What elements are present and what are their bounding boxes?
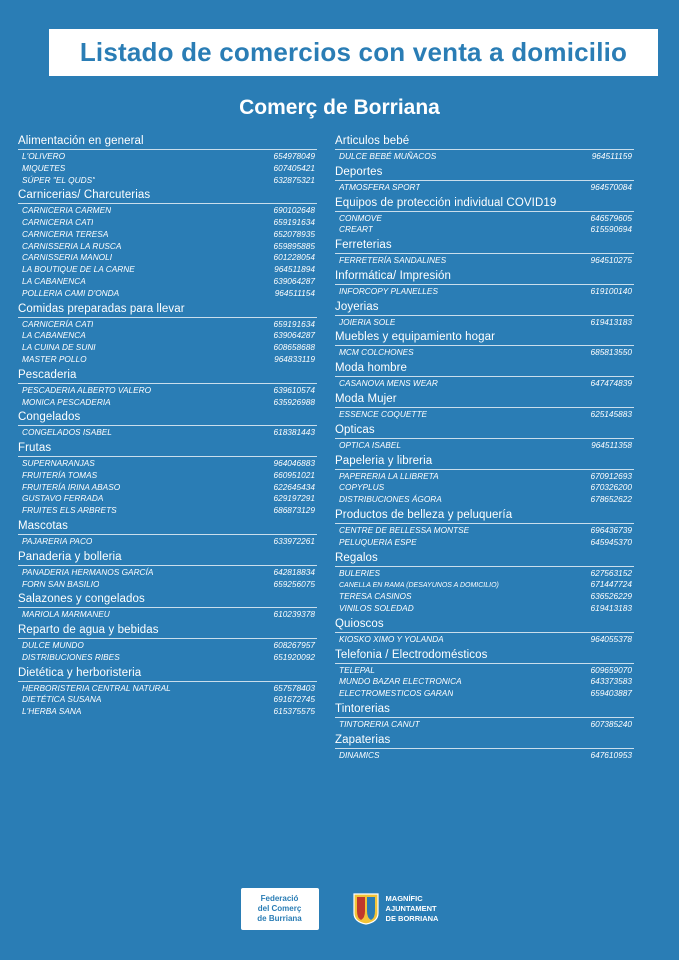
business-name: FRUITES ELS ARBRETS	[22, 505, 117, 516]
business-name: CARNISSERIA MANOLI	[22, 252, 113, 263]
business-entry	[335, 676, 634, 688]
federacio-line-1: Federació	[260, 894, 299, 903]
business-entry	[18, 458, 317, 470]
category-heading: Ferreterias	[335, 236, 634, 254]
category-heading: Tintorerias	[335, 700, 634, 718]
business-phone[interactable]: 642818834	[273, 566, 315, 577]
business-name: DULCE MUNDO	[22, 640, 84, 651]
category-heading: Carnicerias/ Charcuterias	[18, 186, 317, 204]
business-phone[interactable]: 670326200	[590, 482, 632, 493]
business-entry	[335, 440, 634, 452]
business-name: PESCADERIA ALBERTO VALERO	[22, 384, 152, 395]
business-phone[interactable]: 636526229	[590, 591, 632, 602]
business-phone[interactable]: 629197291	[273, 493, 315, 504]
category-heading: Alimentación en general	[18, 132, 317, 150]
business-name: ELECTROMESTICOS GARAN	[339, 688, 454, 699]
poster-inner	[18, 14, 661, 946]
ajuntament-text	[386, 894, 439, 924]
category-heading: Opticas	[335, 421, 634, 439]
business-phone[interactable]: 659191634	[273, 217, 315, 228]
federacio-line-2: del Comerç	[257, 904, 302, 913]
business-entry	[335, 213, 634, 225]
page-title: Listado de comercios con venta a domicilio	[79, 37, 628, 67]
business-name: CONGELADOS ISABEL	[22, 427, 112, 438]
business-phone[interactable]: 639064287	[273, 330, 315, 341]
business-entry	[335, 568, 634, 580]
business-name: MCM COLCHONES	[339, 347, 414, 358]
business-name: JOIERIA SOLE	[339, 316, 396, 327]
business-name: CASANOVA MENS WEAR	[339, 378, 438, 389]
business-entry	[335, 665, 634, 677]
business-phone[interactable]: 964510275	[590, 255, 632, 266]
category-heading: Informática/ Impresión	[335, 267, 634, 285]
business-phone[interactable]: 659191634	[273, 318, 315, 329]
business-phone[interactable]: 609659070	[590, 664, 632, 675]
business-entry	[18, 470, 317, 482]
business-name: DISTRIBUCIONES ÁGORA	[339, 494, 442, 505]
business-phone[interactable]: 654978049	[273, 151, 315, 161]
business-phone[interactable]: 646579605	[590, 212, 632, 223]
business-entry	[18, 652, 317, 664]
business-phone[interactable]: 651920092	[273, 651, 315, 662]
business-name: L'OLIVERO	[22, 151, 66, 161]
business-name: PANADERIA HERMANOS GARCÍA	[22, 566, 154, 577]
column-left	[18, 132, 317, 761]
business-phone[interactable]: 647474839	[590, 378, 632, 389]
business-entry	[18, 493, 317, 505]
business-entry	[18, 175, 317, 187]
business-phone[interactable]: 619413183	[590, 603, 632, 613]
business-name: KIOSKO XIMO Y YOLANDA	[339, 633, 444, 644]
business-name: FERRETERÍA SANDALINES	[339, 255, 447, 266]
business-entry	[18, 264, 317, 276]
category-heading: Muebles y equipamiento hogar	[335, 328, 634, 346]
business-entry	[18, 330, 317, 342]
business-name: PELUQUERIA ESPE	[339, 536, 417, 547]
business-entry	[18, 536, 317, 548]
ajuntament-line-3: DE BORRIANA	[385, 914, 439, 924]
business-entry	[18, 482, 317, 494]
business-name: ESSENCE COQUETTE	[339, 409, 428, 420]
business-phone[interactable]: 647610953	[590, 749, 632, 760]
category-heading: Comidas preparadas para llevar	[18, 300, 317, 318]
category-heading: Salazones y congelados	[18, 590, 317, 608]
business-entry	[335, 525, 634, 537]
business-entry	[335, 182, 634, 194]
business-entry	[18, 354, 317, 366]
business-entry	[18, 505, 317, 517]
business-entry	[335, 482, 634, 494]
business-phone[interactable]: 659895885	[273, 240, 315, 251]
category-heading: Quioscos	[335, 615, 634, 633]
business-name: FORN SAN BASILIO	[22, 578, 100, 589]
business-phone[interactable]: 625145883	[590, 409, 632, 420]
title-bar	[49, 29, 658, 76]
business-name: MIQUETES	[22, 162, 66, 173]
business-name: OPTICA ISABEL	[339, 439, 401, 450]
business-phone[interactable]: 652078935	[273, 228, 315, 239]
business-phone[interactable]: 964511154	[274, 287, 315, 298]
business-name: CARNISSERIA LA RUSCA	[22, 240, 122, 251]
business-phone[interactable]: 639064287	[273, 276, 315, 287]
business-name: TINTORERIA CANUT	[339, 718, 420, 729]
business-phone[interactable]: 643373583	[590, 676, 632, 687]
business-phone[interactable]: 964046883	[273, 458, 315, 469]
business-entry	[18, 288, 317, 300]
category-heading: Moda Mujer	[335, 390, 634, 408]
business-entry	[335, 378, 634, 390]
business-name: L'HERBA SANA	[22, 706, 82, 717]
listing-columns	[18, 132, 661, 761]
business-phone[interactable]: 659403887	[590, 688, 632, 699]
business-entry	[335, 579, 634, 591]
category-heading: Mascotas	[18, 517, 317, 535]
category-heading: Zapaterias	[335, 731, 634, 749]
business-name: PAPERERIA LA LLIBRETA	[339, 470, 439, 481]
category-heading: Reparto de agua y bebidas	[18, 621, 317, 639]
business-name: CARNICERÍA CATI	[22, 318, 94, 329]
business-phone[interactable]: 670912693	[590, 470, 632, 481]
business-entry	[335, 634, 634, 646]
federacio-line-3: de Burriana	[257, 914, 302, 923]
business-entry	[335, 224, 634, 236]
business-name: CARNICERIA CARMEN	[22, 205, 112, 216]
business-phone[interactable]: 635926988	[273, 396, 315, 407]
business-entry	[18, 567, 317, 579]
business-entry	[18, 151, 317, 163]
category-heading: Frutas	[18, 439, 317, 457]
business-phone[interactable]: 690102648	[273, 205, 315, 216]
business-name: CANELLA EN RAMA (DESAYUNOS A DOMICILIO)	[339, 582, 499, 590]
business-name: FRUITERÍA TOMAS	[22, 469, 98, 480]
business-entry	[18, 252, 317, 264]
business-name: CONMOVE	[339, 212, 382, 223]
business-name: TELEPAL	[339, 664, 375, 675]
category-heading: Pescaderia	[18, 366, 317, 384]
business-name: MASTER POLLO	[22, 353, 87, 364]
business-phone[interactable]: 691672745	[273, 694, 315, 705]
business-name: FRUITERÍA IRINA ABASO	[22, 481, 121, 492]
business-name: POLLERIA CAMI D'ONDA	[22, 287, 120, 298]
business-phone[interactable]: 619100140	[590, 285, 632, 296]
business-name: PAJARERIA PACO	[22, 535, 93, 546]
business-name: MONICA PESCADERIA	[22, 396, 111, 407]
business-entry	[18, 385, 317, 397]
business-phone[interactable]: 619413183	[590, 316, 632, 327]
business-entry	[335, 286, 634, 298]
business-name: MUNDO BAZAR ELECTRONICA	[339, 676, 462, 687]
business-phone[interactable]: 608658688	[273, 342, 315, 353]
business-entry	[335, 603, 634, 615]
business-phone[interactable]: 678652622	[590, 494, 632, 505]
coat-of-arms-icon	[353, 893, 379, 925]
business-entry	[18, 579, 317, 591]
business-phone[interactable]: 964833119	[274, 353, 315, 364]
category-heading: Articulos bebé	[335, 132, 634, 150]
business-entry	[335, 750, 634, 762]
column-right	[335, 132, 634, 761]
business-name: COPYPLUS	[339, 482, 385, 493]
business-phone[interactable]: 964511358	[591, 439, 632, 450]
business-phone[interactable]: 696436739	[590, 524, 632, 535]
business-phone[interactable]: 964511894	[274, 264, 315, 275]
business-entry	[18, 205, 317, 217]
business-phone[interactable]: 633972261	[273, 535, 315, 546]
business-phone[interactable]: 632875321	[273, 174, 315, 185]
page-subtitle: Comerç de Borriana	[239, 96, 440, 119]
footer	[18, 888, 661, 930]
business-entry	[335, 494, 634, 506]
business-phone[interactable]: 618381443	[273, 427, 315, 438]
business-entry	[18, 427, 317, 439]
business-entry	[18, 609, 317, 621]
ajuntament-line-2: AJUNTAMENT	[385, 903, 437, 913]
business-phone[interactable]: 615375575	[273, 706, 315, 717]
business-entry	[335, 409, 634, 421]
category-heading: Joyerias	[335, 298, 634, 316]
federacio-logo	[241, 888, 319, 930]
category-heading: Moda hombre	[335, 359, 634, 377]
business-entry	[335, 537, 634, 549]
business-phone[interactable]: 964055378	[590, 633, 632, 644]
business-entry	[18, 640, 317, 652]
business-phone[interactable]: 671447724	[590, 579, 632, 590]
business-entry	[18, 342, 317, 354]
business-entry	[18, 706, 317, 718]
business-phone[interactable]: 601228054	[273, 252, 315, 263]
business-name: SUPERNARANJAS	[22, 458, 95, 469]
business-entry	[18, 229, 317, 241]
business-name: LA CABANENCA	[22, 330, 86, 341]
business-name: LA BOUTIQUE DE LA CARNE	[22, 264, 135, 275]
business-phone[interactable]: 645945370	[590, 536, 632, 547]
business-entry	[18, 694, 317, 706]
business-phone[interactable]: 607385240	[590, 718, 632, 729]
business-name: DINAMICS	[339, 749, 380, 760]
business-phone[interactable]: 610239378	[273, 609, 315, 620]
business-name: LA CUINA DE SUNI	[22, 342, 96, 353]
business-name: CARNICERIA CATI	[22, 217, 94, 228]
business-phone[interactable]: 639610574	[273, 384, 315, 395]
business-entry	[335, 591, 634, 603]
business-phone[interactable]: 964511159	[591, 151, 632, 161]
business-name: VINILOS SOLEDAD	[339, 603, 414, 613]
business-name: BULERIES	[339, 567, 381, 578]
business-phone[interactable]: 615590694	[590, 224, 632, 235]
category-heading: Telefonia / Electrodomésticos	[335, 646, 634, 664]
business-entry	[335, 151, 634, 163]
business-name: INFORCOPY PLANELLES	[339, 285, 438, 296]
business-entry	[335, 347, 634, 359]
business-name: LA CABANENCA	[22, 276, 86, 287]
business-phone[interactable]: 622645434	[273, 481, 315, 492]
business-entry	[18, 276, 317, 288]
business-entry	[18, 319, 317, 331]
business-name: DULCE BEBÉ MUÑACOS	[339, 151, 437, 161]
category-heading: Dietética y herboristeria	[18, 664, 317, 682]
business-phone[interactable]: 607405421	[273, 162, 315, 173]
business-name: TERESA CASINOS	[339, 591, 412, 602]
business-entry	[335, 255, 634, 267]
business-entry	[335, 317, 634, 329]
business-entry	[18, 217, 317, 229]
business-phone[interactable]: 608267957	[273, 640, 315, 651]
business-entry	[18, 241, 317, 253]
business-name: SÚPER "EL QUDS"	[22, 174, 96, 185]
business-name: CREART	[339, 224, 373, 235]
category-heading: Deportes	[335, 163, 634, 181]
category-heading: Regalos	[335, 549, 634, 567]
business-entry	[335, 688, 634, 700]
business-name: DIETÉTICA SUSANA	[22, 694, 102, 705]
business-entry	[335, 471, 634, 483]
business-name: DISTRIBUCIONES RIBES	[22, 651, 120, 662]
business-entry	[18, 683, 317, 695]
business-phone[interactable]: 657578403	[273, 682, 315, 693]
business-phone[interactable]: 627563152	[590, 567, 632, 578]
business-name: CENTRE DE BELLESSA MONTSE	[339, 524, 470, 535]
business-name: ATMOSFERA SPORT	[339, 181, 421, 192]
category-heading: Papeleria y libreria	[335, 452, 634, 470]
business-phone[interactable]: 685813550	[590, 347, 632, 358]
business-name: CARNICERIA TERESA	[22, 228, 109, 239]
business-name: HERBORISTERIA CENTRAL NATURAL	[22, 682, 171, 693]
business-phone[interactable]: 660951021	[273, 469, 315, 480]
category-heading: Productos de belleza y peluquería	[335, 506, 634, 524]
business-entry	[18, 397, 317, 409]
category-heading: Panaderia y bolleria	[18, 548, 317, 566]
category-heading: Equipos de protección individual COVID19	[335, 194, 634, 212]
business-entry	[18, 163, 317, 175]
category-heading: Congelados	[18, 408, 317, 426]
ajuntament-logo	[353, 893, 439, 925]
business-entry	[335, 719, 634, 731]
business-phone[interactable]: 686873129	[273, 505, 315, 516]
ajuntament-line-1: MAGNÍFIC	[385, 893, 423, 903]
business-phone[interactable]: 964570084	[590, 181, 632, 192]
business-name: GUSTAVO FERRADA	[22, 493, 104, 504]
business-name: MARIOLA MARMANEU	[22, 609, 110, 620]
business-phone[interactable]: 659256075	[273, 578, 315, 589]
